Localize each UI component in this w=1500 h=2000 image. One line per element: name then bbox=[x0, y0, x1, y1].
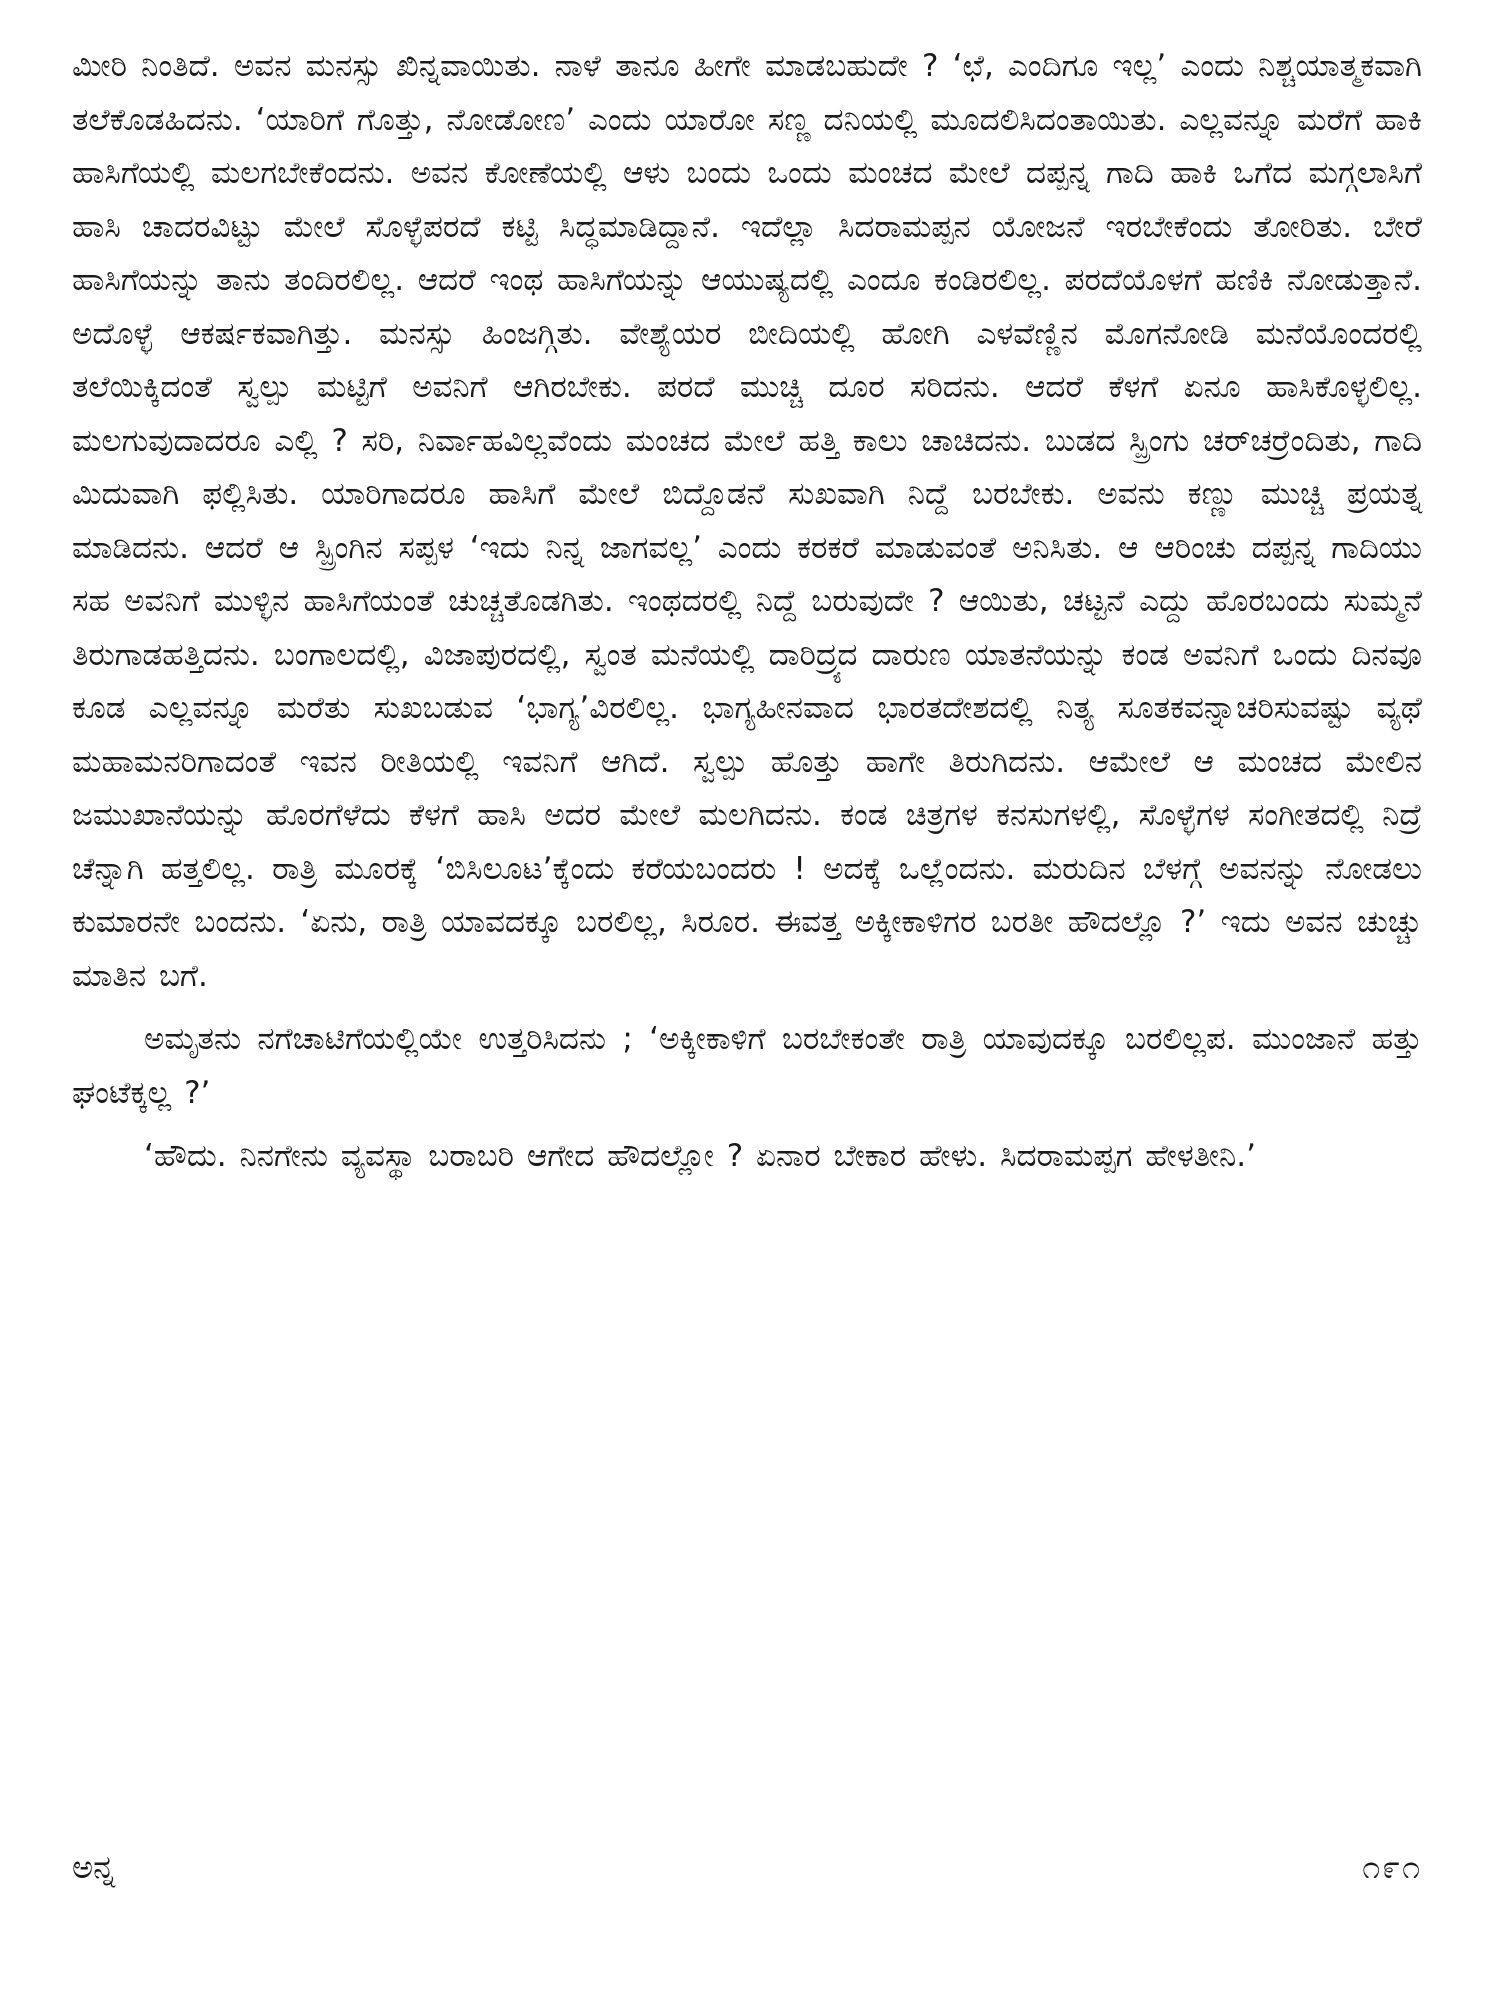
paragraph-1: ಮೀರಿ ನಿಂತಿದೆ. ಅವನ ಮನಸ್ಸು ಖಿನ್ನವಾಯಿತು. ನಾಳೆ ತಾನೂ ಹೀಗೇ ಮಾಡಬಹುದೇ ? ‘ಛೆ, ಎಂದಿಗೂ ಇಲ್ಲ’ ಎಂದು ನಿಶ್ಚಯಾತ್ಮಕವಾಗಿ ತಲೆಕೊಡಹಿದನು. ‘ಯಾರಿಗೆ ಗೊತ್ತು, ನೋಡೋಣ’ ಎಂದು ಯಾರೋ ಸಣ್ಣ ದನಿಯಲ್ಲಿ ಮೂದಲಿಸಿದಂತಾಯಿತು. ಎಲ್ಲವನ್ನೂ ಮರೆಗೆ ಹಾಕಿ ಹಾಸಿಗೆಯಲ್ಲಿ ಮಲಗಬೇಕೆಂದನು. ಅವನ ಕೋಣೆಯಲ್ಲಿ ಆಳು ಬಂದು ಒಂದು ಮಂಚದ ಮೇಲೆ ದಪ್ಪನ್ನ ಗಾದಿ ಹಾಕಿ ಒಗೆದ ಮಗ್ಗಲಾಸಿಗೆ ಹಾಸಿ ಚಾದರವಿಟ್ಟು ಮೇಲೆ ಸೊಳ್ಳೆಪರದೆ ಕಟ್ಟಿ ಸಿದ್ಧಮಾಡಿದ್ದಾನೆ. ಇದೆಲ್ಲಾ ಸಿದರಾಮಪ್ಪನ ಯೋಜನೆ ಇರಬೇಕೆಂದು ತೋರಿತು. ಬೇರೆ ಹಾಸಿಗೆಯನ್ನು ತಾನು ತಂದಿರಲಿಲ್ಲ. ಆದರೆ ಇಂಥ ಹಾಸಿಗೆಯನ್ನು ಆಯುಷ್ಯದಲ್ಲಿ ಎಂದೂ ಕಂಡಿರಲಿಲ್ಲ. ಪರದೆಯೊಳಗೆ ಹಣಿಕಿ ನೋಡುತ್ತಾನೆ. ಅದೊಳ್ಳೆ ಆಕರ್ಷಕವಾಗಿತ್ತು. ಮನಸ್ಸು ಹಿಂಜಗ್ಗಿತು. ವೇಶ್ಯೆಯರ ಬೀದಿಯಲ್ಲಿ ಹೋಗಿ ಎಳವೆಣ್ಣಿನ ಮೊಗನೋಡಿ ಮನೆಯೊಂದರಲ್ಲಿ ತಲೆಯಿಕ್ಕಿದಂತೆ ಸ್ವಲ್ಪು ಮಟ್ಟಿಗೆ ಅವನಿಗೆ ಆಗಿರಬೇಕು. ಪರದೆ ಮುಚ್ಚಿ ದೂರ ಸರಿದನು. ಆದರೆ ಕೆಳಗೆ ಏನೂ ಹಾಸಿಕೊಳ್ಳಲಿಲ್ಲ. ಮಲಗುವುದಾದರೂ ಎಲ್ಲಿ ? ಸರಿ, ನಿರ್ವಾಹವಿಲ್ಲವೆಂದು ಮಂಚದ ಮೇಲೆ ಹತ್ತಿ ಕಾಲು ಚಾಚಿದನು. ಬುಡದ ಸ್ಪ್ರಿಂಗು ಚರ್‌ಚರ್ರೆಂದಿತು, ಗಾದಿ ಮಿದುವಾಗಿ ಫಲ್ಲಿಸಿತು. ಯಾರಿಗಾದರೂ ಹಾಸಿಗೆ ಮೇಲೆ ಬಿದ್ದೊಡನೆ ಸುಖವಾಗಿ ನಿದ್ದೆ ಬರಬೇಕು. ಅವನು ಕಣ್ಣು ಮುಚ್ಚಿ ಪ್ರಯತ್ನ ಮಾಡಿದನು. ಆದರೆ ಆ ಸ್ಪ್ರಿಂಗಿನ ಸಪ್ಪಳ ‘ಇದು ನಿನ್ನ ಜಾಗವಲ್ಲ’ ಎಂದು ಕರಕರೆ ಮಾಡುವಂತೆ ಅನಿಸಿತು. ಆ ಆರಿಂಚು ದಪ್ಪನ್ನ ಗಾದಿಯು ಸಹ ಅವನಿಗೆ ಮುಳ್ಳಿನ ಹಾಸಿಗೆಯಂತೆ ಚುಚ್ಚತೊಡಗಿತು. ಇಂಥದರಲ್ಲಿ ನಿದ್ದೆ ಬರುವುದೇ ? ಆಯಿತು, ಚಟ್ಟನೆ ಎದ್ದು ಹೊರಬಂದು ಸುಮ್ಮನೆ ತಿರುಗಾಡಹತ್ತಿದನು. ಬಂಗಾಲದಲ್ಲಿ, ವಿಜಾಪುರದಲ್ಲಿ, ಸ್ವಂತ ಮನೆಯಲ್ಲಿ ದಾರಿದ್ರ್ಯದ ದಾರುಣ ಯಾತನೆಯನ್ನು ಕಂಡ ಅವನಿಗೆ ಒಂದು ದಿನವೂ ಕೂಡ ಎಲ್ಲವನ್ನೂ ಮರೆತು ಸುಖಬಡುವ ‘ಭಾಗ್ಯ’ವಿರಲಿಲ್ಲ. ಭಾಗ್ಯಹೀನವಾದ ಭಾರತದೇಶದಲ್ಲಿ ನಿತ್ಯ ಸೂತಕವನ್ನಾಚರಿಸುವಷ್ಟು ವ್ಯಥೆ ಮಹಾಮನರಿಗಾದಂತೆ ಇವನ ರೀತಿಯಲ್ಲಿ ಇವನಿಗೆ ಆಗಿದೆ. ಸ್ವಲ್ಪು ಹೊತ್ತು ಹಾಗೇ ತಿರುಗಿದನು. ಆಮೇಲೆ ಆ ಮಂಚದ ಮೇಲಿನ ಜಮುಖಾನೆಯನ್ನು ಹೊರಗೆಳೆದು ಕೆಳಗೆ ಹಾಸಿ ಅದರ ಮೇಲೆ ಮಲಗಿದನು. ಕಂಡ ಚಿತ್ರಗಳ ಕನಸುಗಳಲ್ಲಿ, ಸೊಳ್ಳೆಗಳ ಸಂಗೀತದಲ್ಲಿ ನಿದ್ರೆ ಚೆನ್ನಾಗಿ ಹತ್ತಲಿಲ್ಲ. ರಾತ್ರಿ ಮೂರಕ್ಕೆ ‘ಬಿಸಿಲೂಟ’ಕ್ಕೆಂದು ಕರೆಯಬಂದರು ! ಅದಕ್ಕೆ ಒಲ್ಲೆಂದನು. ಮರುದಿನ ಬೆಳಗ್ಗೆ ಅವನನ್ನು ನೋಡಲು ಕುಮಾರನೇ ಬಂದನು. ‘ಏನು, ರಾತ್ರಿ ಯಾವದಕ್ಕೂ ಬರಲಿಲ್ಲ, ಸಿರೂರ. ಈವತ್ತ ಅಕ್ಕೀಕಾಳಿಗರ ಬರತೀ ಹೌದಲ್ಲೊ ?’ ಇದು ಅವನ ಚುಚ್ಚು ಮಾತಿನ ಬಗೆ. bbox=[72, 48, 1422, 994]
running-title: ಅನ್ನ bbox=[72, 1848, 116, 1886]
paragraph-2: ಅಮೃತನು ನಗೆಚಾಟಿಗೆಯಲ್ಲಿಯೇ ಉತ್ತರಿಸಿದನು ; ‘ಅಕ್ಕೀಕಾಳಿಗೆ ಬರಬೇಕಂತೇ ರಾತ್ರಿ ಯಾವುದಕ್ಕೂ ಬರಲಿಲ್ಲಪ. ಮುಂಜಾನೆ ಹತ್ತು ಘಂಟೆಕ್ಕಲ್ಲ ?’ bbox=[72, 1021, 1422, 1111]
paragraph-3: ‘ಹೌದು. ನಿನಗೇನು ವ್ಯವಸ್ಥಾ ಬರಾಬರಿ ಆಗೇದ ಹೌದಲ್ಲೋ ? ಏನಾರ ಬೇಕಾರ ಹೇಳು. ಸಿದರಾಮಪ್ಪಗ ಹೇಳತೀನಿ.’ bbox=[144, 1138, 1256, 1174]
page-body bbox=[72, 40, 1422, 1960]
page-number: ೧೯೧ bbox=[1362, 1848, 1422, 1886]
page-footer bbox=[72, 1848, 1422, 1908]
